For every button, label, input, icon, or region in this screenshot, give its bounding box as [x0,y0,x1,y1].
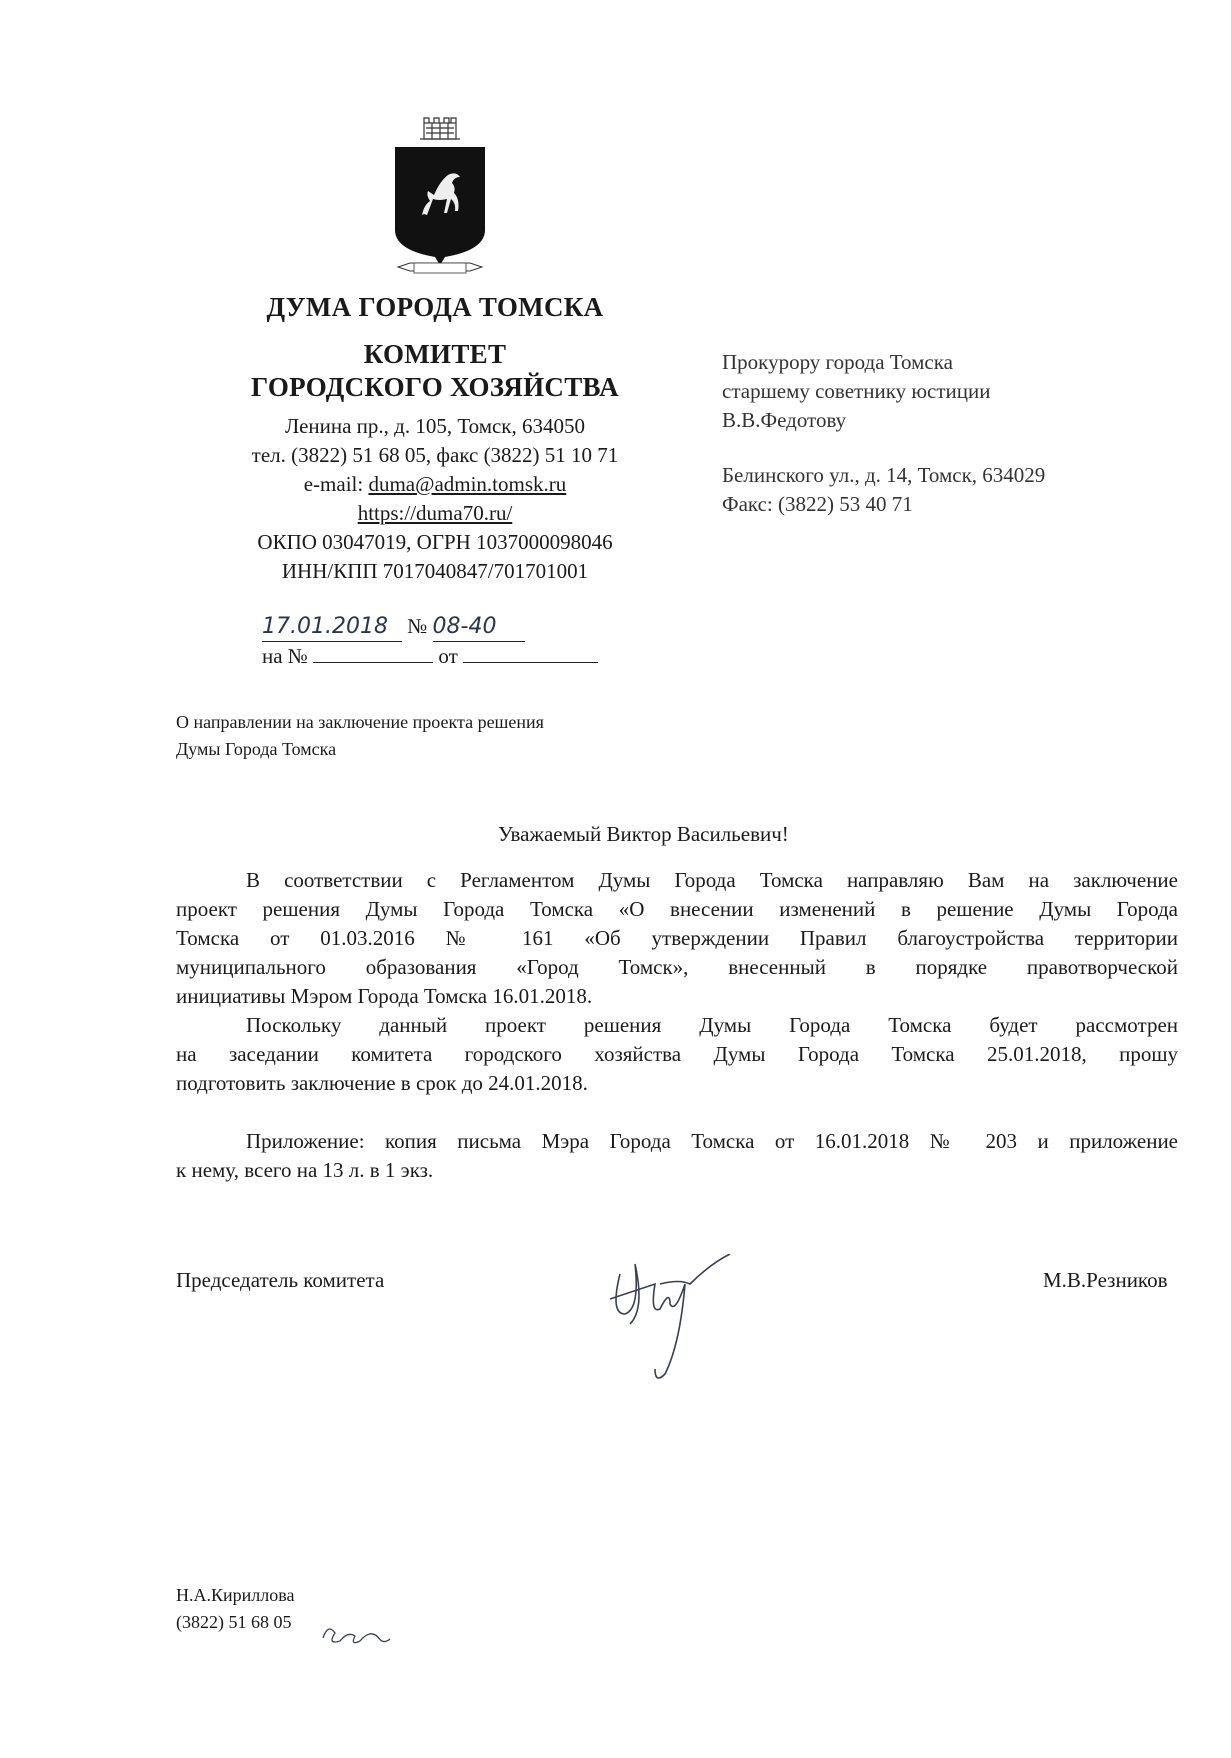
greeting: Уважаемый Виктор Васильевич! [498,822,789,846]
executor-phone: (3822) 51 68 05 [176,1612,292,1632]
registration-number: 08-40 [433,613,525,642]
text-line: на заседании комитета городского хозяйства Думы Города Томска 25.01.2018, прошу [176,1042,1178,1066]
tomsk-coat-of-arms [390,115,490,280]
text-line: Поскольку данный проект решения Думы Города Томска будет рассмотрен [246,1013,1178,1037]
org-name: ДУМА ГОРОДА ТОМСКА [266,292,604,322]
org-address: Ленина пр., д. 105, Томск, 634050 [284,414,586,438]
recipient-address: Белинского ул., д. 14, Томск, 634029 [722,463,1046,487]
subject-line2: Думы Города Томска [176,739,337,759]
executor-name: Н.А.Кириллова [176,1585,295,1605]
text-line: В соответствии с Регламентом Думы Города Томска направляю Вам на заключение [246,868,1178,892]
org-phone: тел. (3822) 51 68 05, факс (3822) 51 10 71 [251,443,619,467]
appendix [176,1127,1178,1185]
executor-initials-signature [318,1618,398,1653]
ref-number-label: на № [262,644,308,668]
recipient-line1: Прокурору города Томска [722,350,953,374]
letterhead [190,290,680,586]
org-inn: ИНН/КПП 7017040847/701701001 [281,559,589,583]
registration-block [262,612,598,670]
recipient-block [722,348,1045,519]
recipient-name: В.В.Федотову [722,408,847,432]
text-line: инициативы Мэром Города Томска 16.01.2018. [176,984,593,1008]
handwritten-signature [600,1254,780,1379]
email-label: e-mail: [303,472,369,496]
paragraph-2 [176,1011,1178,1098]
website-link[interactable]: https://duma70.ru/ [357,501,513,525]
signatory-name: М.В.Резников [1043,1268,1168,1292]
text-line: муниципального образования «Город Томск», внесенный в порядке правотворческой [176,955,1178,979]
recipient-line2: старшему советнику юстиции [722,379,991,403]
subject-line1: О направлении на заключение проекта решения [176,712,544,732]
committee-name-line2: ГОРОДСКОГО ХОЗЯЙСТВА [251,372,619,402]
paragraph-1 [176,866,1178,1011]
signatory-position: Председатель комитета [176,1268,385,1292]
org-okpo: ОКПО 03047019, ОГРН 1037000098046 [257,530,613,554]
text-line: к нему, всего на 13 л. в 1 экз. [176,1158,434,1182]
registration-date: 17.01.2018 [262,613,402,642]
letter-body [176,866,1178,1185]
recipient-fax: Факс: (3822) 53 40 71 [722,492,913,516]
executor-block [176,1582,295,1636]
number-label: № [407,614,428,638]
text-line: Приложение: копия письма Мэра Города Томска от 16.01.2018 № 203 и приложение [246,1129,1178,1153]
text-line: подготовить заключение в срок до 24.01.2018. [176,1071,588,1095]
ref-date-blank [463,644,598,663]
subject [176,709,544,763]
ref-from-label: от [438,644,458,668]
email-link[interactable]: duma@admin.tomsk.ru [368,472,567,496]
committee-name-line1: КОМИТЕТ [363,339,507,369]
text-line: проект решения Думы Города Томска «О внесении изменений в решение Думы Города [176,897,1178,921]
org-email-line [190,470,680,499]
text-line: Томска от 01.03.2016 № 161 «Об утверждении Правил благоустройства территории [176,926,1178,950]
ref-number-blank [313,644,433,663]
